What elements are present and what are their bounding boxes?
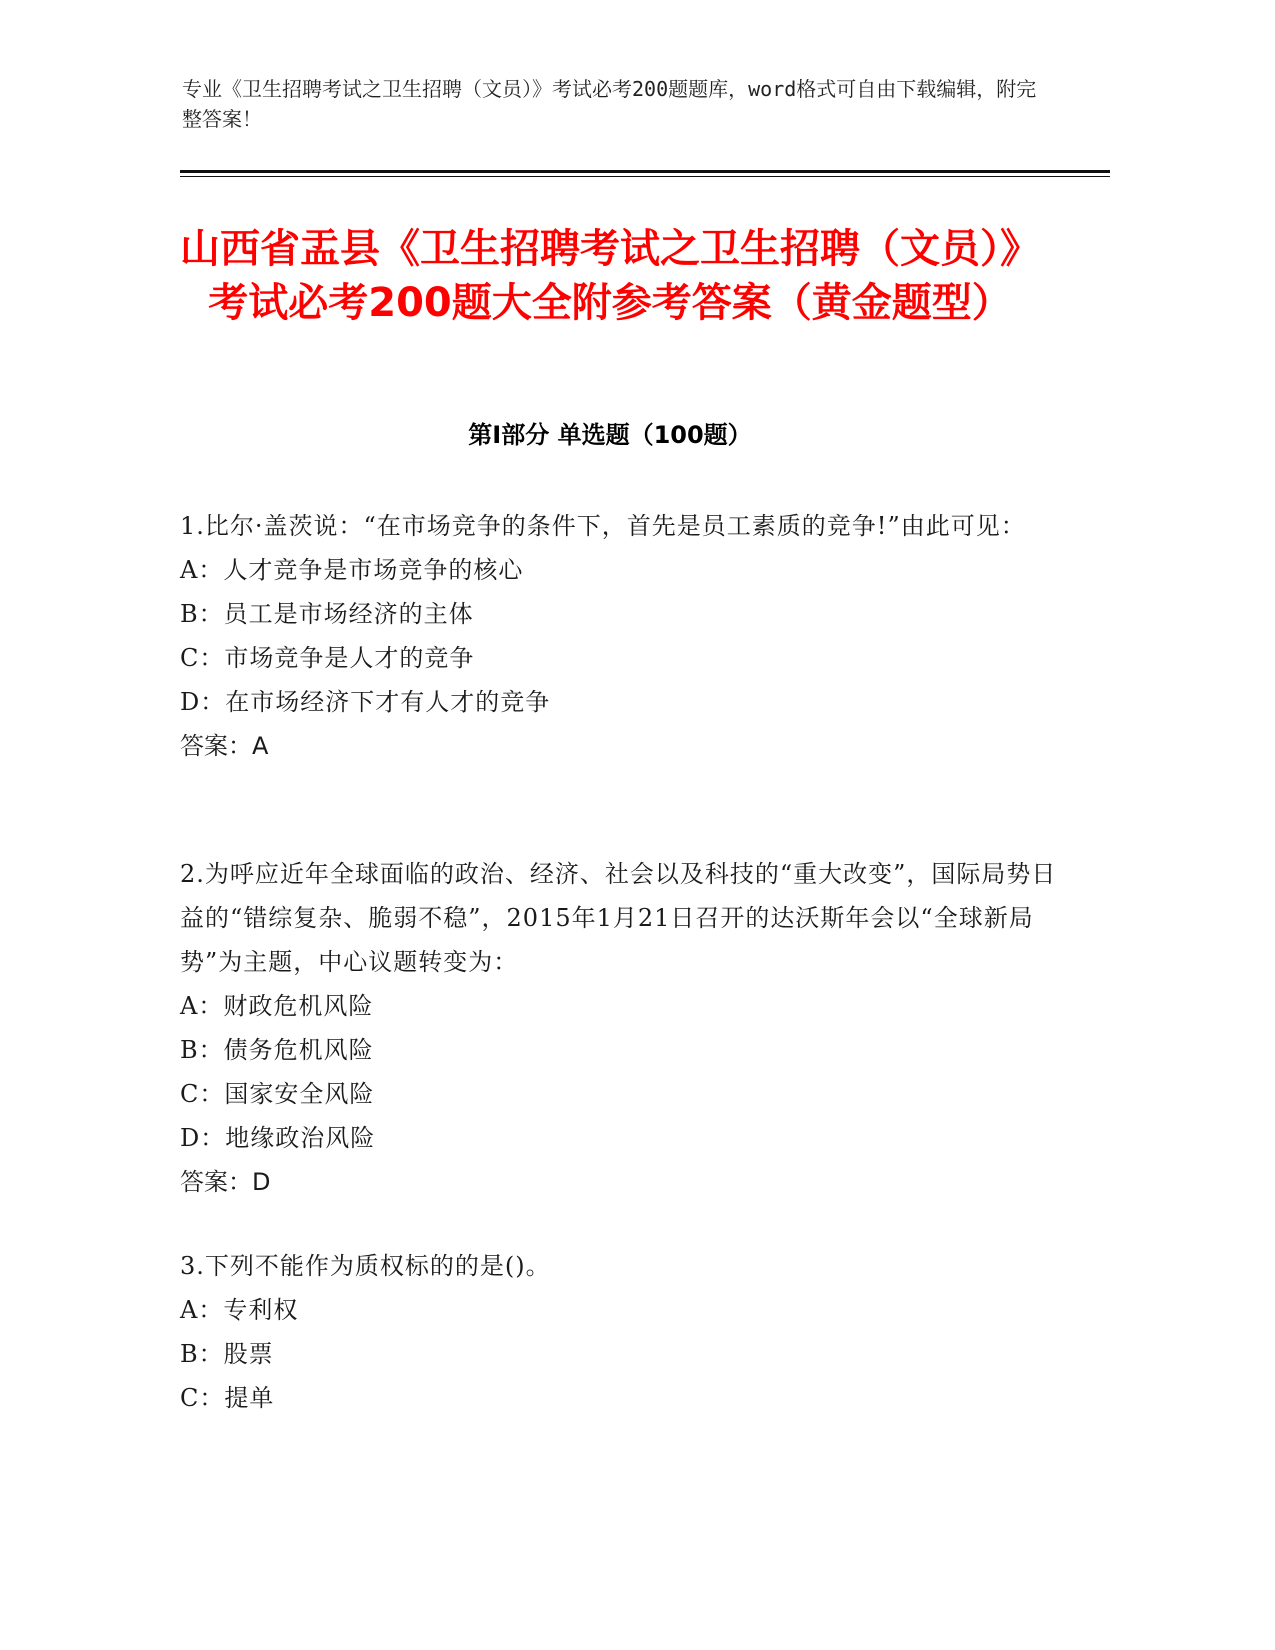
option-b: B：股票 bbox=[180, 1340, 274, 1368]
header-rule-thin bbox=[180, 176, 1110, 177]
question-3 bbox=[180, 1244, 1060, 1420]
option-a: A：人才竞争是市场竞争的核心 bbox=[180, 556, 524, 584]
option-d: D：地缘政治风险 bbox=[180, 1124, 376, 1152]
question-2 bbox=[180, 852, 1060, 1204]
header-note: 专业《卫生招聘考试之卫生招聘（文员）》考试必考200题题库，word格式可自由下载编辑，附完整答案！ bbox=[182, 77, 1037, 131]
question-1 bbox=[180, 504, 1060, 768]
option-a: A：财政危机风险 bbox=[180, 992, 374, 1020]
document-title: 山西省盂县《卫生招聘考试之卫生招聘（文员）》考试必考200题大全附参考答案（黄金题型） bbox=[180, 226, 1040, 326]
option-c: C：提单 bbox=[180, 1384, 275, 1412]
question-stem: 1.比尔·盖茨说：“在市场竞争的条件下，首先是员工素质的竞争!”由此可见： bbox=[180, 512, 1026, 540]
option-a: A：专利权 bbox=[180, 1296, 299, 1324]
section-title: 第I部分 单选题（100题） bbox=[468, 421, 752, 449]
answer: 答案：A bbox=[180, 732, 269, 760]
option-c: C：市场竞争是人才的竞争 bbox=[180, 644, 475, 672]
option-d: D：在市场经济下才有人才的竞争 bbox=[180, 688, 551, 716]
option-b: B：员工是市场经济的主体 bbox=[180, 600, 474, 628]
header-rule-thick bbox=[180, 170, 1110, 173]
option-c: C：国家安全风险 bbox=[180, 1080, 375, 1108]
answer: 答案：D bbox=[180, 1168, 271, 1196]
question-stem: 3.下列不能作为质权标的的是()。 bbox=[180, 1252, 551, 1280]
question-stem: 2.为呼应近年全球面临的政治、经济、社会以及科技的“重大改变”，国际局势日益的“错综复杂、脆弱不稳”，2015年1月21日召开的达沃斯年会以“全球新局势”为主题，中心议题转变为： bbox=[180, 860, 1057, 976]
option-b: B：债务危机风险 bbox=[180, 1036, 374, 1064]
